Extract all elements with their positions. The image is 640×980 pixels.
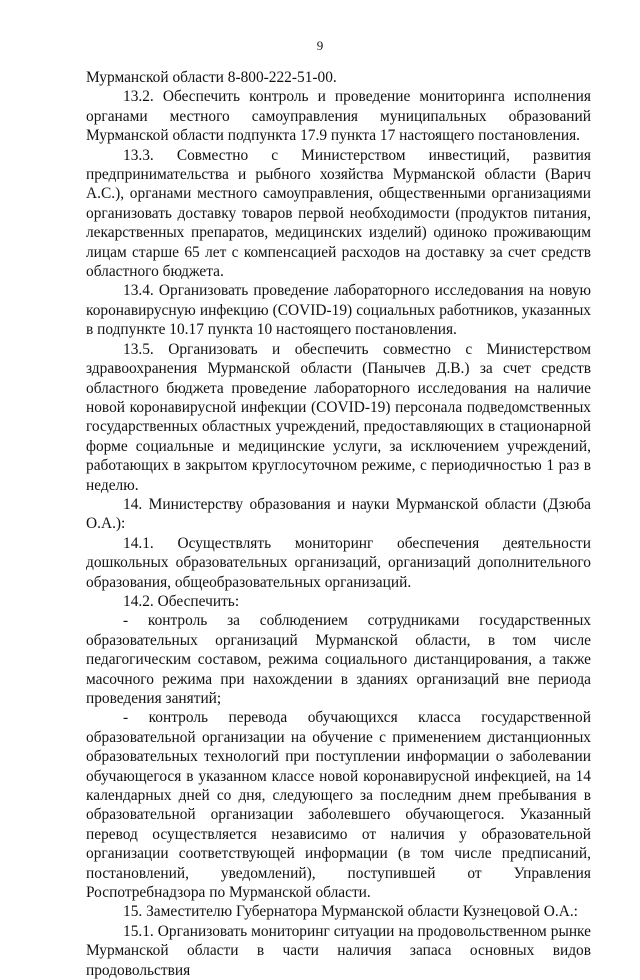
list-item-distancing-control: - контроль за соблюдением сотрудниками государственных образовательных организаций Мурманской области, в том числе педагогическим составом, режима социального дистанцирования, а также масочного режима при нахождении в зданиях организаций вне периода проведения занятий; xyxy=(86,612,591,707)
paragraph-13-3: 13.3. Совместно с Министерством инвестиций, развития предпринимательства и рыбного хозяйства Мурманской области (Варич А.С.), органами местного самоуправления, общественными организациями организовать доставку товаров первой необходимости (продуктов питания, лекарственных препаратов, медицинских изделий) одиноко проживающим лицам старше 65 лет с компенсацией расходов на доставку за счет средств областного бюджета. xyxy=(86,146,591,281)
paragraph-14: 14. Министерству образования и науки Мурманской области (Дзюба О.А.): xyxy=(86,495,591,533)
paragraph-13-4: 13.4. Организовать проведение лабораторного исследования на новую коронавирусную инфекцию (COVID-19) социальных работников, указанных в подпункте 10.17 пункта 10 настоящего постановления. xyxy=(86,282,591,339)
paragraph-15-1: 15.1. Организовать мониторинг ситуации на продовольственном рынке Мурманской области в части наличия запаса основных видов продовольствия xyxy=(86,922,591,979)
document-body xyxy=(86,68,591,980)
paragraph-15: 15. Заместителю Губернатора Мурманской области Кузнецовой О.А.: xyxy=(123,903,578,921)
paragraph-14-2: 14.2. Обеспечить: xyxy=(123,592,240,610)
paragraph-13-2: 13.2. Обеспечить контроль и проведение мониторинга исполнения органами местного самоуправления муниципальных образований Мурманской области подпункта 17.9 пункта 17 настоящего постановления. xyxy=(86,88,591,145)
list-item-remote-learning-control: - контроль перевода обучающихся класса государственной образовательной организации на обучение с применением дистанционных образовательных технологий при поступлении информации о заболевании обучающегося в указанном классе новой коронавирусной инфекцией, на 14 календарных дней со дня, следующего за последним днем пребывания в образовательной организации заболевшего обучающегося. Указанный перевод осуществляется независимо от наличия у образовательной организации соответствующей информации (в том числе предписаний, постановлений, уведомлений), поступившей от Управления Роспотребнадзора по Мурманской области. xyxy=(86,709,591,902)
page-number: 9 xyxy=(316,38,324,53)
paragraph-phone-continuation: Мурманской области 8-800-222-51-00. xyxy=(86,69,337,86)
paragraph-14-1: 14.1. Осуществлять мониторинг обеспечения деятельности дошкольных образовательных организаций, организаций дополнительного образования, общеобразовательных организаций. xyxy=(86,534,591,591)
paragraph-13-5: 13.5. Организовать и обеспечить совместно с Министерством здравоохранения Мурманской области (Панычев Д.В.) за счет средств областного бюджета проведение лабораторного исследования на наличие новой коронавирусной инфекции (COVID-19) персонала подведомственных государственных областных учреждений, предоставляющих в стационарной форме социальные и медицинские услуги, за исключением учреждений, работающих в закрытом круглосуточном режиме, с периодичностью 1 раз в неделю. xyxy=(86,340,591,494)
